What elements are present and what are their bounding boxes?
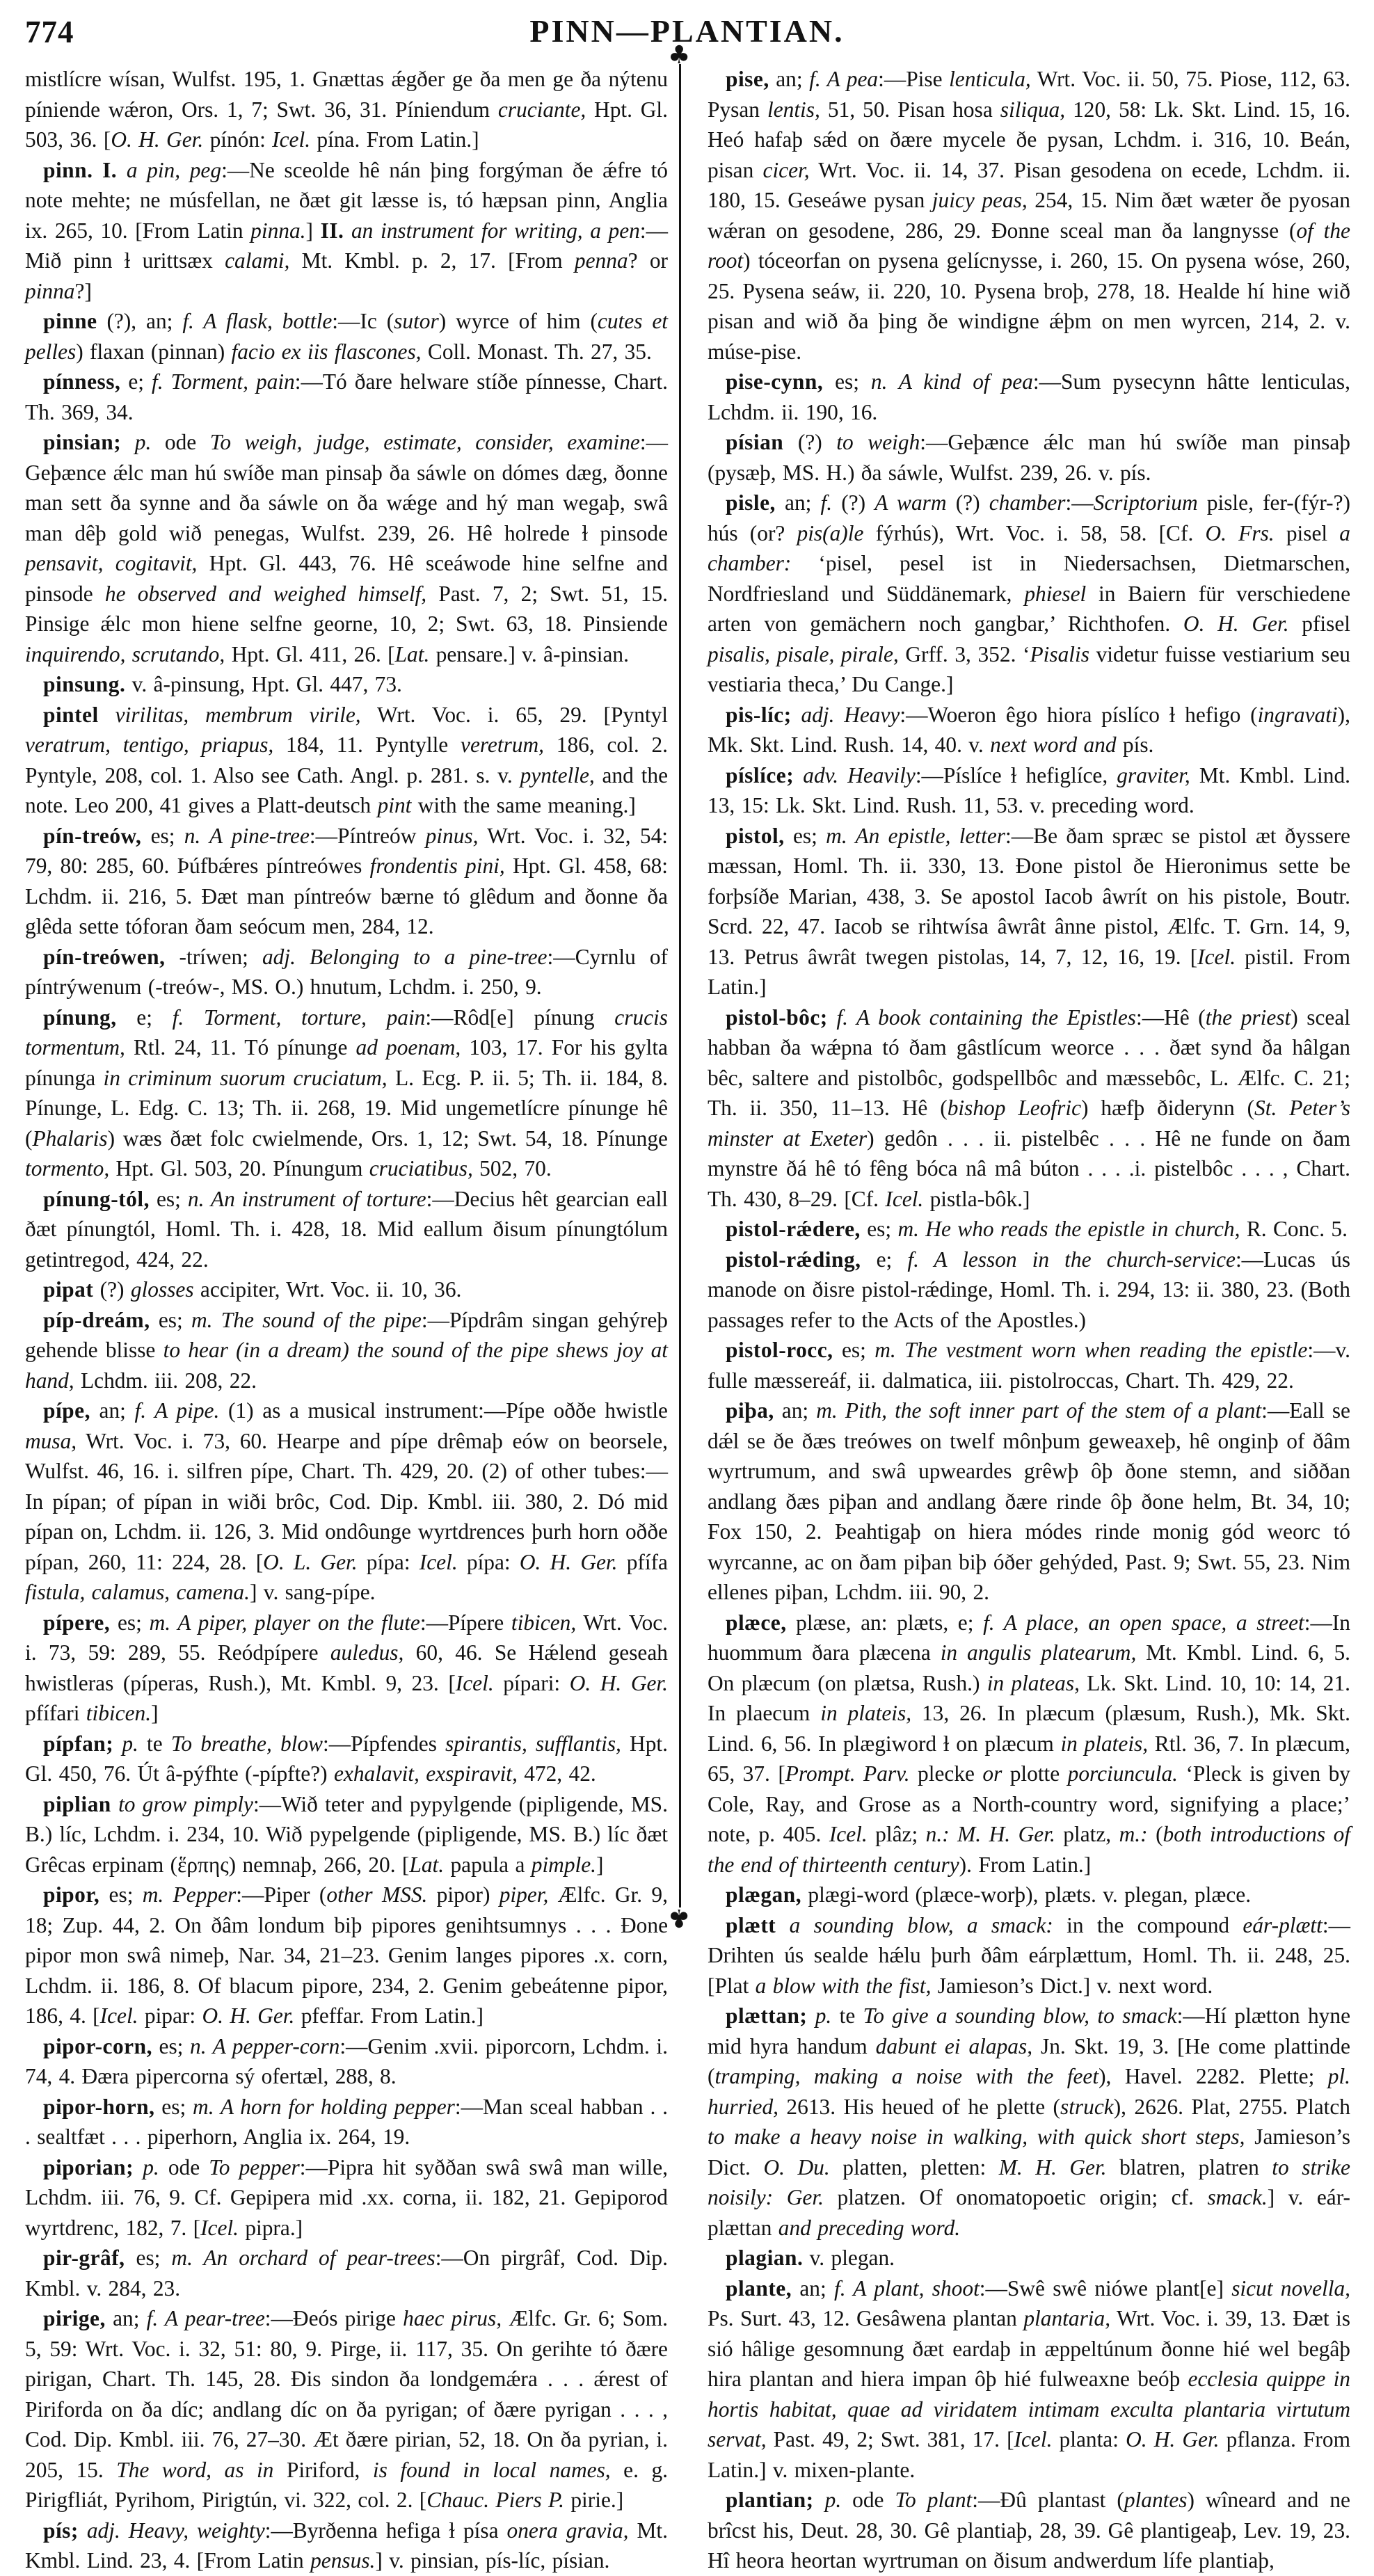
- dictionary-entry: pinne (?), an; f. A flask, bottle:—Ic (sutor) wyrce of him (cutes et pelles) flaxan (pinnan) facio ex iis flascones, Coll. Monast. Th. 27, 35.: [25, 309, 668, 364]
- dictionary-entry: pipor-corn, es; n. A pepper-corn:—Genim .xvii. piporcorn, Lchdm. i. 74, 4. Ðæra pipercorna sý ofertæl, 288, 8.: [25, 2033, 668, 2088]
- dictionary-entry: pín-treów, es; n. A pine-tree:—Píntreów pinus, Wrt. Voc. i. 32, 54: 79, 80: 285, 60. Þúfbǽres píntreówes frondentis pini, Hpt. Gl. 458, 68: Lchdm. ii. 216, 5. Ðæt man píntreów bærne tó glêdum and ðonne ða glêda sette tóforan ðam seócum men, 284, 12.: [25, 823, 669, 938]
- dictionary-entry: pistol-rǽdere, es; m. He who reads the epistle in church, R. Conc. 5.: [726, 1217, 1348, 1241]
- dictionary-entry: pipor, es; m. Pepper:—Piper (other MSS. pipor) piper, Ælfc. Gr. 9, 18; Zup. 44, 2. On ðâm londum biþ pipores genihtsumnys . . . Ðone pipor mon swâ nimeþ, Nar. 34, 21–23. Genim langes pipores .x. corn, Lchdm. ii. 186, 8. Of blacum pipore, 234, 2. Genim gebeátenne pipor, 186, 4. [Icel. pipar: O. H. Ger. pfeffar. From Latin.]: [25, 1882, 668, 2028]
- dictionary-entry: pistol, es; m. An epistle, letter:—Be ðam spræc se pistol æt ðyssere mæssan, Homl. Th. ii. 330, 13. Ðone pistol ðe Hieronimus sette be forþsíðe Marian, 438, 3. Se apostol Iacob âwrít on his pistole, Boutr. Scrd. 22, 47. Iacob se rihtwísa âwrât ânne pistol, Ælfc. T. Grn. 14, 9, 13. Petrus âwrât twegen pistolas, 14, 7, 12, 16, 19. [Icel. pistil. From Latin.]: [708, 823, 1350, 999]
- dictionary-entry: pistol-rǽding, e; f. A lesson in the church-service:—Lucas ús manode on ðisre pistol-rǽdinge, Homl. Th. i. 294, 13: ii. 380, 23. (Both passages refer to the Acts of the Apostles.): [708, 1247, 1350, 1332]
- dictionary-entry: pis-líc; adj. Heavy:—Woeron êgo hiora píslíco ɫ hefigo (ingravati), Mk. Skt. Lind. Rush. 14, 40. v. next word and pís.: [708, 702, 1350, 757]
- trefoil-ornament-top-icon: ♣: [668, 41, 691, 70]
- dictionary-entry: pistol-bôc; f. A book containing the Epistles:—Hê (the priest) sceal habban ða wǽpna tó ðam gâstlícum weorce . . . ðæt synd ða hâlgan bêc, saltere and pistolbôc, godspellbôc and mæssebôc, L. Ælfc. C. 21; Th. ii. 350, 11–13. Hê (bishop Leofric) hæfþ ðiderynn (St. Peter’s minster at Exeter) gedôn . . . ii. pistelbêc . . . Hê ne funde on ðam mynstre ðá hê tó fêng bóca nâ mâ búton . . . .i. pistelbôc . . . , Chart. Th. 430, 8–29. [Cf. Icel. pistla-bôk.]: [708, 1005, 1351, 1211]
- dictionary-entry: pise-cynn, es; n. A kind of pea:—Sum pysecynn hâtte lenticulas, Lchdm. ii. 190, 16.: [708, 369, 1350, 424]
- dictionary-entry: pínung, e; f. Torment, torture, pain:—Rôd[e] pínung crucis tormentum, Rtl. 24, 11. Tó pínunge ad poenam, 103, 17. For his gylta pínunga in criminum suorum cruciatum, L. Ecg. P. ii. 5; Th. ii. 184, 8. Pínunge, L. Edg. C. 13; Th. ii. 268, 19. Mid ungemetlícre pínunge hê (Phalaris) wæs ðæt folc cwielmende, Ors. 1, 12; Swt. 54, 18. Pínunge tormento, Hpt. Gl. 503, 20. Pínungum cruciatibus, 502, 70.: [25, 1005, 668, 1181]
- dictionary-entry: plæce, plæse, an: plæts, e; f. A place, an open space, a street:—In huommum ðara plæcena in angulis platearum, Mt. Kmbl. Lind. 6, 5. On plæcum (on plætsa, Rush.) in plateas, Lk. Skt. Lind. 10, 10: 14, 21. In plaecum in plateis, 13, 26. In plæcum (plæsum, Rush.), Mk. Skt. Lind. 6, 56. In plægiword ɫ on plæcum in plateis, Rtl. 36, 7. In plæcum, 65, 37. [Prompt. Parv. plecke or plotte porciuncula. ‘Pleck is given by Cole, Ray, and Grose as a North-country word, signifying a place;’ note, p. 405. Icel. plâz; n.: M. H. Ger. platz, m.: (both introductions of the end of thirteenth century). From Latin.]: [708, 1610, 1350, 1877]
- dictionary-entry: pínness, e; f. Torment, pain:—Tó ðare helware stíðe pínnesse, Chart. Th. 369, 34.: [25, 369, 668, 424]
- dictionary-entry: pínung-tól, es; n. An instrument of torture:—Decius hêt gearcian eall ðæt pínungtól, Homl. Th. i. 428, 18. Mid eallum ðisum pínungtólum getintregod, 424, 22.: [25, 1186, 668, 1272]
- column-divider-rule: [668, 41, 691, 1932]
- column-left: [25, 64, 668, 2576]
- text-columns: [25, 64, 1350, 2576]
- dictionary-entry: pinsung. v. â-pinsung, Hpt. Gl. 447, 73.: [43, 672, 402, 696]
- dictionary-entry: pintel virilitas, membrum virile, Wrt. Voc. i. 65, 29. [Pyntyl veratrum, tentigo, priapus, 184, 11. Pyntylle veretrum, 186, col. 2. Pyntyle, 208, col. 1. Also see Cath. Angl. p. 281. s. v. pyntelle, and the note. Leo 200, 41 gives a Platt-deutsch pint with the same meaning.]: [25, 702, 669, 817]
- page-title: PINN—PLANTIAN.: [529, 13, 845, 49]
- column-right: [708, 64, 1350, 2576]
- dictionary-entry: pípfan; p. te To breathe, blow:—Pípfendes spirantis, sufflantis, Hpt. Gl. 450, 76. Út â-pýfhte (-pípfte?) exhalavit, exspiravit, 472, 42.: [25, 1731, 668, 1786]
- dictionary-entry: plægan, plægi-word (plæce-worþ), plæts. v. plegan, plæce.: [726, 1882, 1252, 1907]
- trefoil-ornament-bottom-icon: ♣: [668, 1903, 691, 1932]
- dictionary-entry: pir-grâf, es; m. An orchard of pear-trees:—On pirgrâf, Cod. Dip. Kmbl. v. 284, 23.: [25, 2246, 668, 2301]
- dictionary-entry: pirige, an; f. A pear-tree:—Ðeós pirige haec pirus, Ælfc. Gr. 6; Som. 5, 59: Wrt. Voc. i. 32, 51: 80, 9. Pirge, ii. 117, 35. On gerihte tó ðære pirigan, Chart. Th. 145, 28. Ðis sindon ða londgemǽra . . . ǽrest of Piriforda on ða díc; andlang díc on ða pyrigan; of ðære pyrigan . . . , Cod. Dip. Kmbl. iii. 76, 27–30. Æt ðære pirian, 52, 18. On ða pyrian, i. 205, 15. The word, as in Piriford, is found in local names, e. g. Pirigfliát, Pyrihom, Pirigtún, vi. 322, col. 2. [Chauc. Piers P. pirie.]: [25, 2306, 669, 2512]
- dictionary-entry: piþa, an; m. Pith, the soft inner part of the stem of a plant:—Eall se dǽl se ðe ðæs treówes on twelf mônþum geweaxeþ, hê onginþ of ðâm wyrtrumum, and swâ upweardes grêwþ ôþ ðone stemn, and siððan andlang ðæs piþan and andlang ðære rinde ôþ ðone helm, Bt. 34, 10; Fox 150, 2. Þeahtigaþ on hiera módes rinde monig gód weorc tó wyrcanne, ac on ðam piþan biþ óðer gehýded, Past. 9; Swt. 55, 23. Nim ellenes piþan, Lchdm. iii. 90, 2.: [708, 1398, 1350, 1604]
- dictionary-entry: pís; adj. Heavy, weighty:—Byrðenna hefiga ɫ písa onera gravia, Mt. Kmbl. Lind. 23, 4. [From Latin pensus.] v. pinsian, pís-líc, písian.: [25, 2518, 668, 2573]
- dictionary-entry: píp-dreám, es; m. The sound of the pipe:—Pípdrâm singan gehýreþ gehende blisse to hear (in a dream) the sound of the pipe shews joy at hand, Lchdm. iii. 208, 22.: [25, 1307, 668, 1393]
- dictionary-entry: pín-treówen, -tríwen; adj. Belonging to a pine-tree:—Cyrnlu of píntrýwenum (-treów-, MS. O.) hnutum, Lchdm. i. 250, 9.: [25, 944, 668, 999]
- page-number: 774: [25, 15, 74, 49]
- dictionary-entry: pipor-horn, es; m. A horn for holding pepper:—Man sceal habban . . . sealtfæt . . . piperhorn, Anglia ix. 264, 19.: [25, 2094, 668, 2149]
- dictionary-entry: pípe, an; f. A pipe. (1) as a musical instrument:—Pípe oððe hwistle musa, Wrt. Voc. i. 73, 60. Hearpe and pípe drêmaþ eów on beorsele, Wulfst. 46, 16. i. silfren pípe, Chart. Th. 429, 20. (2) of other tubes:—In pípan; of pípan in wiði brôc, Cod. Dip. Kmbl. iii. 380, 2. Dó mid pípan on, Lchdm. ii. 126, 3. Mid ondôunge wyrtdrences þurh horn oððe pípan, 260, 11: 224, 28. [O. L. Ger. pípa: Icel. pípa: O. H. Ger. pfífa fistula, calamus, camena.] v. sang-pípe.: [25, 1398, 668, 1604]
- dictionary-entry: plagian. v. plegan.: [726, 2246, 895, 2270]
- dictionary-entry: plantian; p. ode To plant:—Ðû plantast (plantes) wîneard and ne brîcst his, Deut. 28, 30. Gê plantiaþ, 28, 39. Gê plantigeaþ, Lev. 19, 23. Hî heora heortan wyrtruman on ðisum andwerdum lífe plantiaþ,: [708, 2488, 1350, 2573]
- dictionary-entry: plante, an; f. A plant, shoot:—Swê swê niówe plant[e] sicut novella, Ps. Surt. 43, 12. Gesâwena plantan plantaria, Wrt. Voc. i. 39, 13. Ðæt is sió hâlige gesomnung ðæt eardaþ in æppeltúnum ðonne hié wel begâþ hira plantan and hiera impan ôþ hié fulweaxne beóþ ecclesia quippe in hortis habitat, quae ad viridatem intimam exculta plantaria virtutum servat, Past. 49, 2; Swt. 381, 17. [Icel. planta: O. H. Ger. pflanza. From Latin.] v. mixen-plante.: [708, 2275, 1350, 2482]
- dictionary-entry: pípere, es; m. A piper, player on the flute:—Pípere tibicen, Wrt. Voc. i. 73, 59: 289, 55. Reódpípere auledus, 60, 46. Se Hǽlend geseah hwistleras (píperas, Rush.), Mt. Kmbl. 9, 23. [Icel. pípari: O. H. Ger. pfífari tibicen.]: [25, 1610, 669, 1725]
- dictionary-entry: písian (?) to weigh:—Geþænce ǽlc man hú swíðe man pinsaþ (pysæþ, MS. H.) ða sáwle, Wulfst. 239, 26. v. pís.: [708, 430, 1350, 485]
- dictionary-entry: pinn. I. a pin, peg:—Ne sceolde hê nán þing forgýman ðe ǽfre tó note mehte; ne músfellan, ne ðæt git læsse is, tó hæpsan pinn, Anglia ix. 265, 10. [From Latin pinna.] II. an instrument for writing, a pen:—Mið pinn ɫ urittsæx calami, Mt. Kmbl. p. 2, 17. [From penna? or pinna?]: [25, 157, 668, 303]
- dictionary-entry: píslíce; adv. Heavily:—Píslíce ɫ hefiglíce, graviter, Mt. Kmbl. Lind. 13, 15: Lk. Skt. Lind. Rush. 11, 53. v. preceding word.: [708, 762, 1351, 817]
- dictionary-entry: plætt a sounding blow, a smack: in the compound eár-plætt:—Drihten ús sealde hǽlu þurh ðâm eárplættum, Homl. Th. ii. 248, 25. [Plat a blow with the fist, Jamieson’s Dict.] v. next word.: [708, 1912, 1350, 1998]
- dictionary-entry: pisle, an; f. (?) A warm (?) chamber:—Scriptorium pisle, fer-(fýr-?) hús (or? pis(a)le fýrhús), Wrt. Voc. i. 58, 58. [Cf. O. Frs. pisel a chamber: ‘pisel, pesel ist in Niedersachsen, Dietmarschen, Nordfriesland und Süddänemark, phiesel in Baiern für verschiedene arten von gemächern noch gangbar,’ Richthofen. O. H. Ger. pfisel pisalis, pisale, pirale, Grff. 3, 352. ‘Pisalis videtur fuisse vestiarium seu vestiaria theca,’ Du Cange.]: [708, 490, 1350, 696]
- dictionary-entry: piplian to grow pimply:—Wið teter and pypylgende (pipligende, MS. B.) líc, Lchdm. i. 234, 10. Wið pypelgende (pipligende, MS. B.) líc ðæt Grêcas erpinam (ἕρπης) nemnaþ, 266, 20. [Lat. papula a pimple.]: [25, 1791, 668, 1877]
- dictionary-entry: mistlícre wísan, Wulfst. 195, 1. Gnættas ǽgðer ge ða men ge ða nýtenu píniende wǽron, Ors. 1, 7; Swt. 36, 31. Píniendum cruciante, Hpt. Gl. 503, 36. [O. H. Ger. pínón: Icel. pína. From Latin.]: [25, 67, 668, 152]
- dictionary-entry: pistol-rocc, es; m. The vestment worn when reading the epistle:—v. fulle mæssereáf, ii. dalmatica, iii. pistolroccas, Chart. Th. 429, 22.: [708, 1338, 1350, 1393]
- dictionary-entry: pinsian; p. ode To weigh, judge, estimate, consider, examine:—Geþænce ǽlc man hú swíðe man pinsaþ ða sáwle on dómes dæg, ðonne man sett ða synne and ða sáwle on ða wǽge and hý man wegaþ, swâ man dêþ gold wið penegas, Wulfst. 239, 26. Hê holrede ɫ pinsode pensavit, cogitavit, Hpt. Gl. 443, 76. Hê sceáwode hine selfne and pinsode he observed and weighed himself, Past. 7, 2; Swt. 51, 15. Pinsige ǽlc mon hiene selfne georne, 10, 2; Swt. 63, 18. Pinsiende inquirendo, scrutando, Hpt. Gl. 411, 26. [Lat. pensare.] v. â-pinsian.: [25, 430, 668, 666]
- dictionary-entry: piporian; p. ode To pepper:—Pipra hit syððan swâ swâ man wille, Lchdm. iii. 76, 9. Cf. Gepipera mid .xx. corna, ii. 182, 21. Gepiporod wyrtdrenc, 182, 7. [Icel. pipra.]: [25, 2154, 668, 2240]
- dictionary-entry: pipat (?) glosses accipiter, Wrt. Voc. ii. 10, 36.: [43, 1277, 462, 1302]
- dictionary-entry: plættan; p. te To give a sounding blow, to smack:—Hí plætton hyne mid hyra handum dabunt ei alapas, Jn. Skt. 19, 3. [He come plattinde (tramping, making a noise with the feet), Havel. 2282. Plette; pl. hurried, 2613. His heued of he plette (struck), 2626. Plat, 2755. Platch to make a heavy noise in walking, with quick short steps, Jamieson’s Dict. O. Du. platten, pletten: M. H. Ger. blatren, platren to strike noisily: Ger. platzen. Of onomatopoetic origin; cf. smack.] v. eár-plættan and preceding word.: [708, 2003, 1351, 2240]
- dictionary-entry: pise, an; f. A pea:—Pise lenticula, Wrt. Voc. ii. 50, 75. Piose, 112, 63. Pysan lentis, 51, 50. Pisan hosa siliqua, 120, 58: Lk. Skt. Lind. 15, 16. Heó hafaþ sǽd on ðære mycele ðe pysan, Lchdm. i. 316, 10. Beán, pisan cicer, Wrt. Voc. ii. 14, 37. Pisan gesodena on ecede, Lchdm. ii. 180, 15. Geseáwe pysan juicy peas, 254, 15. Nim ðæt wæter ðe pyosan wǽran on gesodene, 286, 29. Ðonne sceal man ða langnysse (of the root) tóceorfan on pysena gelícnysse, i. 260, 15. On pysena wóse, 260, 25. Pysena seáw, ii. 220, 10. Pysena broþ, 278, 18. Healde hí hine wið pisan and wið ða þing ðe windigne ǽþm on men wyrcen, 214, 2. v. múse-pise.: [708, 67, 1351, 364]
